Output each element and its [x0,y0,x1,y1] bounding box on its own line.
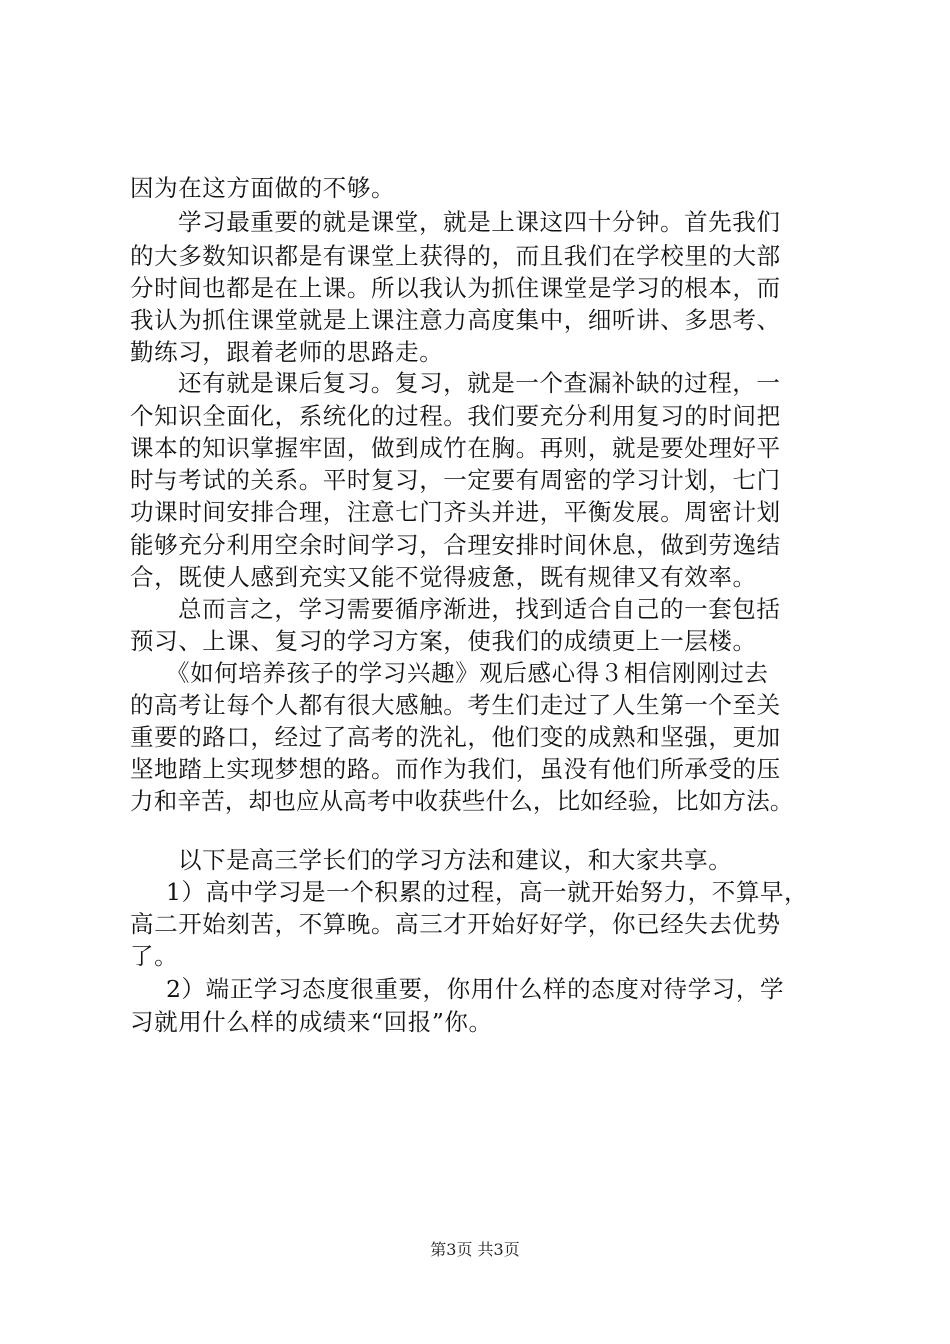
text-line: 课本的知识掌握牢固，做到成竹在胸。再则，就是要处理好平 [130,434,781,462]
text-line: 个知识全面化，系统化的过程。我们要充分利用复习的时间把 [130,402,781,430]
text-line: 我认为抓住课堂就是上课注意力高度集中，细听讲、多思考、 [130,306,781,334]
text-line: 习就用什么样的成绩来“回报”你。 [130,1008,493,1036]
text-line: 的大多数知识都是有课堂上获得的，而且我们在学校里的大部 [130,242,781,270]
text-line: 还有就是课后复习。复习，就是一个查漏补缺的过程，一 [178,369,781,397]
text-line: 能够充分利用空余时间学习，合理安排时间休息，做到劳逸结 [130,531,781,559]
text-line: 预习、上课、复习的学习方案，使我们的成绩更上一层楼。 [130,627,757,655]
text-line: 以下是高三学长们的学习方法和建议，和大家共享。 [178,846,733,874]
text-line: 勤练习，跟着老师的思路走。 [130,338,444,366]
text-line: 2）端正学习态度很重要，你用什么样的态度对待学习，学 [166,975,785,1003]
text-line: 力和辛苦，却也应从高考中收获些什么，比如经验，比如方法。 [130,787,794,815]
text-line: 了。 [130,942,179,970]
page-number-footer: 第3页 共3页 [430,1240,520,1259]
text-line: 分时间也都是在上课。所以我认为抓住课堂是学习的根本，而 [130,274,781,302]
text-line: 的高考让每个人都有很大感触。考生们走过了人生第一个至关 [130,691,781,719]
text-line: 重要的路口，经过了高考的洗礼，他们变的成熟和坚强，更加 [130,723,781,751]
text-line: 1）高中学习是一个积累的过程，高一就开始努力，不算早， [166,878,809,906]
text-line: 时与考试的关系。平时复习，一定要有周密的学习计划，七门 [130,466,781,494]
text-line: 坚地踏上实现梦想的路。而作为我们，虽没有他们所承受的压 [130,755,781,783]
text-line: 《如何培养孩子的学习兴趣》观后感心得３相信刚刚过去 [166,659,769,687]
text-line: 总而言之，学习需要循序渐进，找到适合自己的一套包括 [178,595,781,623]
text-line: 高二开始刻苦，不算晚。高三才开始好好学，你已经失去优势 [130,910,781,938]
text-line: 合，既使人感到充实又能不觉得疲惫，既有规律又有效率。 [130,563,757,591]
text-line: 因为在这方面做的不够。 [130,174,396,202]
text-line: 学习最重要的就是课堂，就是上课这四十分钟。首先我们 [178,208,781,236]
text-line: 功课时间安排合理，注意七门齐头并进，平衡发展。周密计划 [130,498,781,526]
